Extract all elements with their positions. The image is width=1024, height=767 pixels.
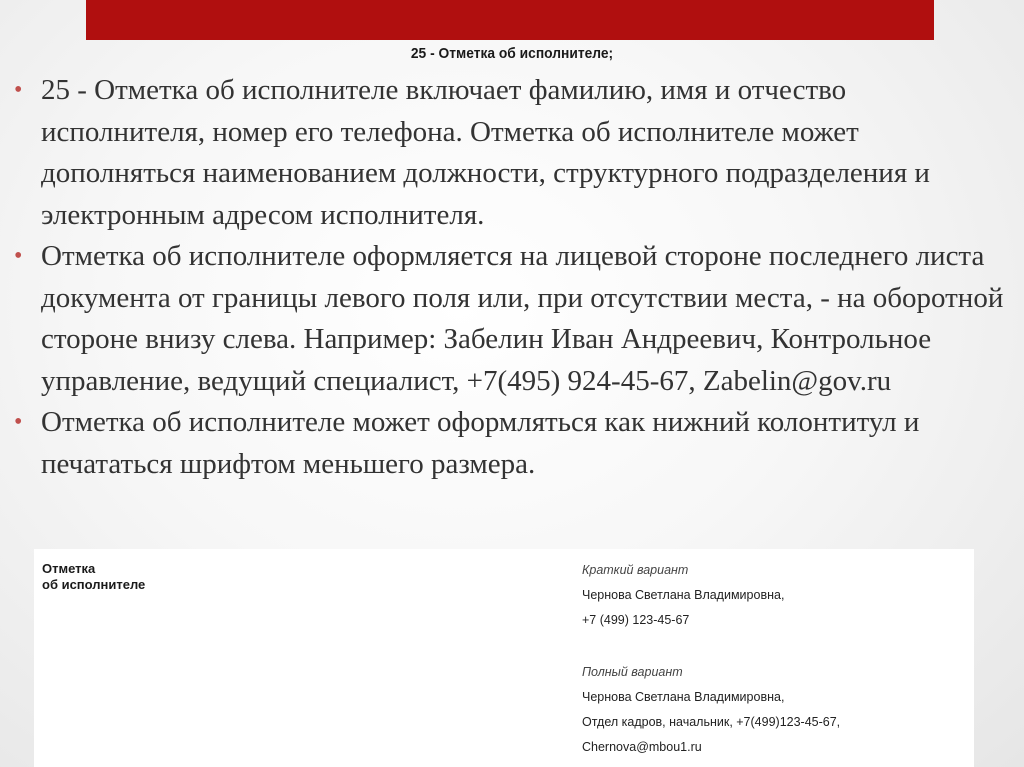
variant-spacer [582,636,840,663]
bullet-item [14,402,1014,485]
short-variant-phone: +7 (499) 123-45-67 [582,613,690,627]
example-variants [582,561,840,763]
bullet-text: Отметка об исполнителе оформляется на лицевой стороне последнего листа документа от границы левого поля или, при отсутствии места, - на оборотной стороне внизу слева. Например: Забелин Иван Андреевич, Контрольное управление, ведущий специалист, +7(495) 924-45-67, Zabelin@gov.ru [41,240,1004,397]
bullet-dot-icon: • [14,77,23,103]
full-variant-label: Полный вариант [582,665,683,679]
bullet-list [14,70,1014,485]
bullet-item [14,236,1014,402]
bullet-dot-icon: • [14,409,23,435]
bullet-item [14,70,1014,236]
example-heading-line: Отметка [42,561,96,576]
short-variant-label: Краткий вариант [582,563,689,577]
header-accent-bar [86,0,934,40]
bullet-dot-icon: • [14,243,23,269]
example-heading-line: об исполнителе [42,577,146,592]
bullet-text: 25 - Отметка об исполнителе включает фамилию, имя и отчество исполнителя, номер его телефона. Отметка об исполнителе может дополняться наименованием должности, структурного подразделения и электронным адресом исполнителя. [41,74,930,231]
full-variant-details: Отдел кадров, начальник, +7(499)123-45-67, [582,715,841,729]
full-variant-email: Chernova@mbou1.ru [582,740,702,754]
example-figure [34,549,974,767]
slide-title: 25 - Отметка об исполнителе; [410,45,614,62]
short-variant-name: Чернова Светлана Владимировна, [582,588,785,602]
example-heading [42,561,145,593]
full-variant-name: Чернова Светлана Владимировна, [582,690,785,704]
bullet-text: Отметка об исполнителе может оформляться как нижний колонтитул и печататься шрифтом меньшего размера. [41,406,920,480]
